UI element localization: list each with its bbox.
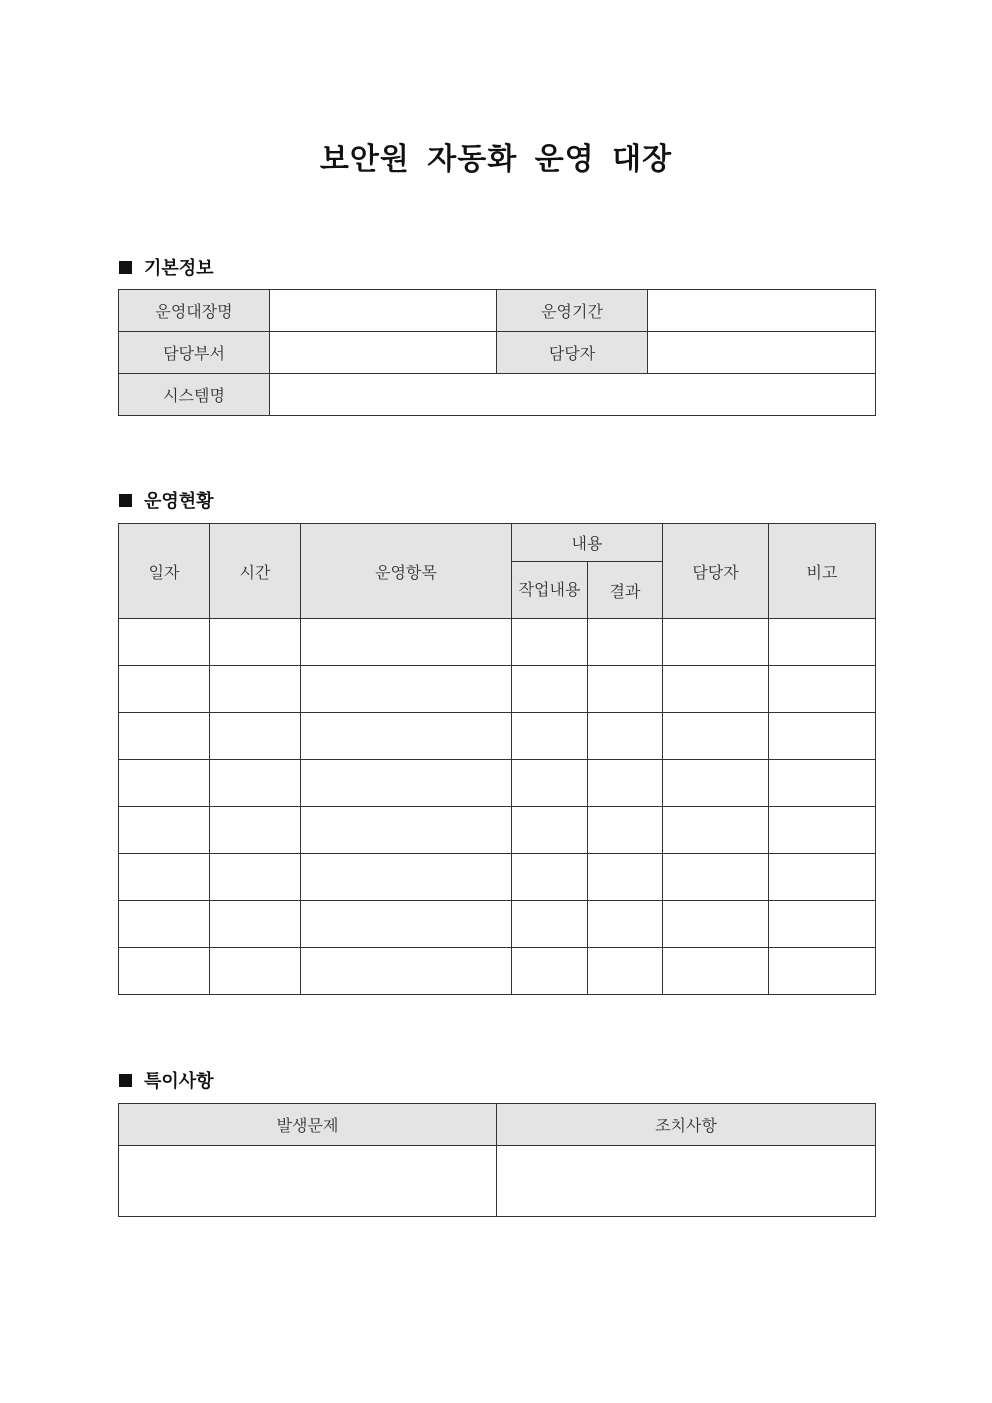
table-row bbox=[119, 901, 876, 948]
square-bullet-icon bbox=[119, 494, 132, 507]
result-cell[interactable] bbox=[588, 901, 663, 948]
system-name-label: 시스템명 bbox=[119, 374, 270, 416]
note-cell[interactable] bbox=[769, 901, 876, 948]
work-content-cell[interactable] bbox=[512, 619, 588, 666]
col-header-item: 운영항목 bbox=[301, 524, 512, 619]
operation-status-heading bbox=[119, 487, 214, 513]
item-cell[interactable] bbox=[301, 901, 512, 948]
basic-info-table bbox=[118, 289, 876, 416]
work-content-cell[interactable] bbox=[512, 807, 588, 854]
manager-cell[interactable] bbox=[663, 760, 769, 807]
col-header-content: 내용 bbox=[512, 524, 663, 562]
work-content-cell[interactable] bbox=[512, 713, 588, 760]
table-row bbox=[119, 807, 876, 854]
time-cell[interactable] bbox=[210, 760, 301, 807]
problem-field[interactable] bbox=[119, 1146, 497, 1217]
work-content-cell[interactable] bbox=[512, 854, 588, 901]
table-row bbox=[119, 619, 876, 666]
action-label: 조치사항 bbox=[497, 1104, 876, 1146]
note-cell[interactable] bbox=[769, 666, 876, 713]
page-title: 보안원 자동화 운영 대장 bbox=[319, 142, 673, 177]
date-cell[interactable] bbox=[119, 948, 210, 995]
action-field[interactable] bbox=[497, 1146, 876, 1217]
col-header-result: 결과 bbox=[588, 562, 663, 619]
time-cell[interactable] bbox=[210, 807, 301, 854]
date-cell[interactable] bbox=[119, 760, 210, 807]
department-label: 담당부서 bbox=[119, 332, 270, 374]
result-cell[interactable] bbox=[588, 807, 663, 854]
item-cell[interactable] bbox=[301, 760, 512, 807]
special-notes-heading bbox=[119, 1067, 214, 1093]
work-content-cell[interactable] bbox=[512, 760, 588, 807]
manager-cell[interactable] bbox=[663, 901, 769, 948]
date-cell[interactable] bbox=[119, 901, 210, 948]
basic-info-heading bbox=[119, 254, 214, 280]
col-header-date: 일자 bbox=[119, 524, 210, 619]
item-cell[interactable] bbox=[301, 713, 512, 760]
work-content-cell[interactable] bbox=[512, 901, 588, 948]
note-cell[interactable] bbox=[769, 854, 876, 901]
result-cell[interactable] bbox=[588, 760, 663, 807]
operation-status-heading-label: 운영현황 bbox=[144, 491, 214, 512]
item-cell[interactable] bbox=[301, 807, 512, 854]
date-cell[interactable] bbox=[119, 713, 210, 760]
square-bullet-icon bbox=[119, 261, 132, 274]
col-header-work-content: 작업내용 bbox=[512, 562, 588, 619]
note-cell[interactable] bbox=[769, 807, 876, 854]
date-cell[interactable] bbox=[119, 666, 210, 713]
manager-label: 담당자 bbox=[497, 332, 648, 374]
table-row bbox=[119, 666, 876, 713]
result-cell[interactable] bbox=[588, 713, 663, 760]
item-cell[interactable] bbox=[301, 854, 512, 901]
result-cell[interactable] bbox=[588, 619, 663, 666]
square-bullet-icon bbox=[119, 1074, 132, 1087]
time-cell[interactable] bbox=[210, 666, 301, 713]
table-row bbox=[119, 854, 876, 901]
note-cell[interactable] bbox=[769, 619, 876, 666]
manager-cell[interactable] bbox=[663, 666, 769, 713]
ops-ledger-name-field[interactable] bbox=[270, 290, 497, 332]
work-content-cell[interactable] bbox=[512, 666, 588, 713]
ops-period-label: 운영기간 bbox=[497, 290, 648, 332]
problem-label: 발생문제 bbox=[119, 1104, 497, 1146]
result-cell[interactable] bbox=[588, 854, 663, 901]
department-field[interactable] bbox=[270, 332, 497, 374]
item-cell[interactable] bbox=[301, 619, 512, 666]
date-cell[interactable] bbox=[119, 854, 210, 901]
table-row bbox=[119, 760, 876, 807]
col-header-manager: 담당자 bbox=[663, 524, 769, 619]
time-cell[interactable] bbox=[210, 854, 301, 901]
manager-cell[interactable] bbox=[663, 619, 769, 666]
system-name-field[interactable] bbox=[270, 374, 876, 416]
result-cell[interactable] bbox=[588, 948, 663, 995]
time-cell[interactable] bbox=[210, 619, 301, 666]
manager-cell[interactable] bbox=[663, 948, 769, 995]
note-cell[interactable] bbox=[769, 760, 876, 807]
manager-cell[interactable] bbox=[663, 807, 769, 854]
item-cell[interactable] bbox=[301, 948, 512, 995]
work-content-cell[interactable] bbox=[512, 948, 588, 995]
col-header-time: 시간 bbox=[210, 524, 301, 619]
item-cell[interactable] bbox=[301, 666, 512, 713]
manager-field[interactable] bbox=[648, 332, 876, 374]
table-row bbox=[119, 948, 876, 995]
table-row bbox=[119, 713, 876, 760]
time-cell[interactable] bbox=[210, 901, 301, 948]
special-notes-heading-label: 특이사항 bbox=[144, 1071, 214, 1092]
note-cell[interactable] bbox=[769, 948, 876, 995]
basic-info-heading-label: 기본정보 bbox=[144, 258, 214, 279]
result-cell[interactable] bbox=[588, 666, 663, 713]
time-cell[interactable] bbox=[210, 713, 301, 760]
ops-period-field[interactable] bbox=[648, 290, 876, 332]
date-cell[interactable] bbox=[119, 619, 210, 666]
manager-cell[interactable] bbox=[663, 854, 769, 901]
operation-status-table bbox=[118, 523, 876, 995]
special-notes-table bbox=[118, 1103, 876, 1217]
date-cell[interactable] bbox=[119, 807, 210, 854]
time-cell[interactable] bbox=[210, 948, 301, 995]
ops-ledger-name-label: 운영대장명 bbox=[119, 290, 270, 332]
col-header-note: 비고 bbox=[769, 524, 876, 619]
note-cell[interactable] bbox=[769, 713, 876, 760]
manager-cell[interactable] bbox=[663, 713, 769, 760]
